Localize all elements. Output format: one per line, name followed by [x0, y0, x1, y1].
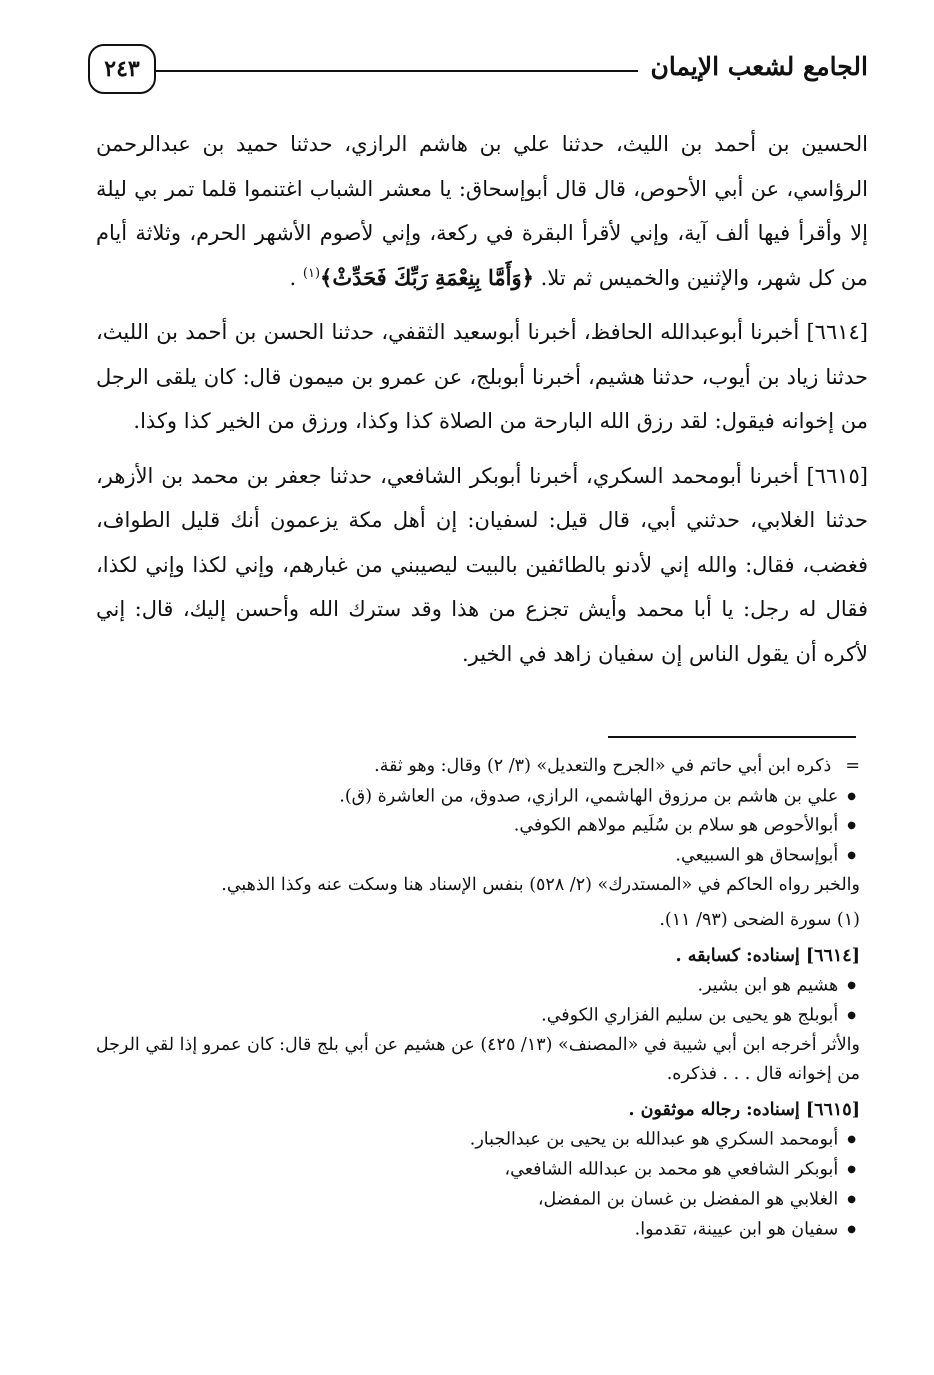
athar-note: والأثر أخرجه ابن أبي شيبة في «المصنف» (١٣/ ٤٢٥) عن هشيم عن أبي بلج قال: كان عمرو إذا لقي الرجل من إخوانه قال . . . فذكره. — [95, 1034, 860, 1085]
hadith-6614: [٦٦١٤] أخبرنا أبوعبدالله الحافظ، أخبرنا أبوسعيد الثقفي، حدثنا الحسن بن أحمد بن الليث، حدثنا زياد بن أيوب، حدثنا هشيم، أخبرنا أبوبلج، عن عمرو بن ميمون قال: كان يلقى الرجل من إخوانه فيقول: لقد رزق الله البارحة من الصلاة كذا وكذا، ورزق من الخير كذا وكذا. — [96, 320, 868, 433]
hadith-6615: [٦٦١٥] أخبرنا أبومحمد السكري، أخبرنا أبوبكر الشافعي، حدثنا جعفر بن محمد بن الأزهر، حدثنا الغلابي، حدثني أبي، قال قيل: لسفيان: إن أهل مكة يزعمون أنك قليل الطواف، فغضب، فقال: والله إني لأدنو بالطائفين بالبيت ليصيبني من غبارهم، وإني لكذا وإني لكذا، فقال له رجل: يا أبا محمد وأيش تجزع من هذا وقد سترك الله وأحسن إليك، قال: إني لأكره أن يقول الناس إن سفيان زاهد في الخير. — [96, 463, 868, 666]
paragraph-text: الحسين بن أحمد بن الليث، حدثنا علي بن هاشم الرازي، حدثنا حميد بن عبدالرحمن الرؤاسي، عن أبي الأحوص، قال قال أبوإسحاق: يا معشر الشباب اغتنموا قلما تمر بي ليلة إلا وأقرأ فيها ألف آية، وإني لأقرأ البقرة في ركعة، وإني لأصوم الأشهر الحرم، وثلاثة أيام من كل شهر، والإثنين والخميس ثم تلا. — [96, 132, 868, 290]
continuation-mark: = — [845, 756, 860, 776]
header-rule — [156, 70, 638, 72]
list-item: ● سفيان هو ابن عيينة، تقدموا. — [78, 1215, 860, 1245]
footnote-divider — [608, 736, 856, 738]
book-title: الجامع لشعب الإيمان — [650, 52, 868, 81]
list-item: ● علي بن هاشم بن مرزوق الهاشمي، الرازي، صدوق، من العاشرة (ق). — [78, 782, 860, 812]
list-item: ● أبوإسحاق هو السبيعي. — [78, 841, 860, 871]
page-number: ٢٤٣ — [88, 44, 156, 94]
quran-verse: ﴿وَأَمَّا بِنِعْمَةِ رَبِّكَ فَحَدِّثْ﴾ — [320, 264, 534, 290]
continued-footnote — [78, 752, 860, 782]
list-item: ● أبوبكر الشافعي هو محمد بن عبدالله الشافعي، — [78, 1155, 860, 1185]
main-text — [96, 122, 868, 686]
continued-text: ذكره ابن أبي حاتم في «الجرح والتعديل» (٣/ ٢) وقال: وهو ثقة. — [374, 756, 832, 776]
footnote-1: (١) سورة الضحى (٩٣/ ١١). — [659, 910, 860, 931]
isnad-heading-6614: [٦٦١٤] إسناده: كسابقه . — [675, 945, 860, 966]
paragraph-continuation — [96, 122, 868, 300]
list-item: ● الغلابي هو المفضل بن غسان بن المفضل، — [78, 1185, 860, 1215]
list-item: ● أبوبلج هو يحيى بن سليم الفزاري الكوفي. — [78, 1001, 860, 1031]
isnad-heading-6615: [٦٦١٥] إسناده: رجاله موثقون . — [628, 1099, 860, 1120]
running-header — [88, 44, 868, 100]
footnote-ref: (١) — [302, 265, 321, 281]
list-item: ● هشيم هو ابن بشير. — [78, 971, 860, 1001]
list-item: ● أبوالأحوص هو سلام بن سُلَيم مولاهم الكوفي. — [78, 811, 860, 841]
list-item: ● أبومحمد السكري هو عبدالله بن يحيى بن عبدالجبار. — [78, 1125, 860, 1155]
footnotes — [78, 752, 860, 1244]
khabar-note: والخبر رواه الحاكم في «المستدرك» (٢/ ٥٢٨) بنفس الإسناد هنا وسكت عنه وكذا الذهبي. — [221, 874, 860, 895]
paragraph-end: . — [289, 265, 297, 290]
